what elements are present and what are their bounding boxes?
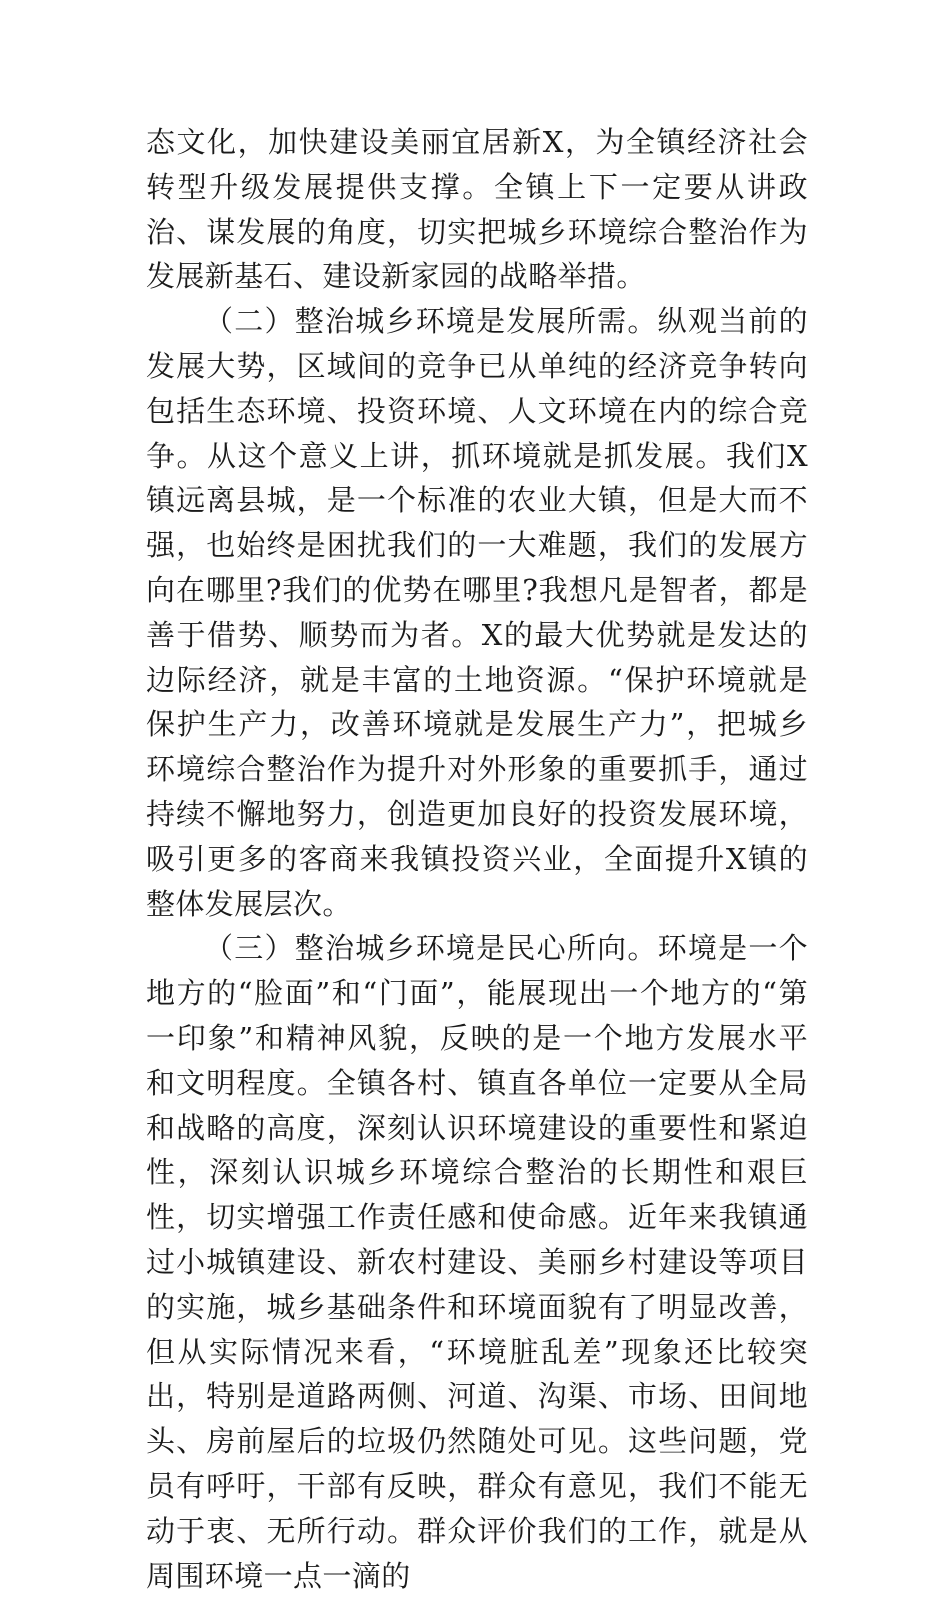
paragraph-1: 态文化，加快建设美丽宜居新X，为全镇经济社会转型升级发展提供支撑。全镇上下一定要从讲政治、谋发展的角度，切实把城乡环境综合整治作为发展新基石、建设新家园的战略举措。 (146, 125, 808, 294)
paragraph-2: （二）整治城乡环境是发展所需。纵观当前的发展大势，区域间的竞争已从单纯的经济竞争转向包括生态环境、投资环境、人文环境在内的综合竞争。从这个意义上讲，抓环境就是抓发展。我们X镇远离县城，是一个标准的农业大镇，但是大而不强，也始终是困扰我们的一大难题，我们的发展方向在哪里?我们的优势在哪里?我想凡是智者，都是善于借势、顺势而为者。X的最大优势就是发达的边际经济，就是丰富的土地资源。“保护环境就是保护生产力，改善环境就是发展生产力”，把城乡环境综合整治作为提升对外形象的重要抓手，通过持续不懈地努力，创造更加良好的投资发展环境，吸引更多的客商来我镇投资兴业，全面提升X镇的整体发展层次。 (146, 304, 808, 921)
document-body (146, 120, 808, 1598)
paragraph-3: （三）整治城乡环境是民心所向。环境是一个地方的“脸面”和“门面”，能展现出一个地方的“第一印象”和精神风貌，反映的是一个地方发展水平和文明程度。全镇各村、镇直各单位一定要从全局和战略的高度，深刻认识环境建设的重要性和紧迫性，深刻认识城乡环境综合整治的长期性和艰巨性，切实增强工作责任感和使命感。近年来我镇通过小城镇建设、新农村建设、美丽乡村建设等项目的实施，城乡基础条件和环境面貌有了明显改善，但从实际情况来看，“环境脏乱差”现象还比较突出，特别是道路两侧、河道、沟渠、市场、田间地头、房前屋后的垃圾仍然随处可见。这些问题，党员有呼吁，干部有反映，群众有意见，我们不能无动于衷、无所行动。群众评价我们的工作，就是从周围环境一点一滴的 (146, 931, 808, 1593)
